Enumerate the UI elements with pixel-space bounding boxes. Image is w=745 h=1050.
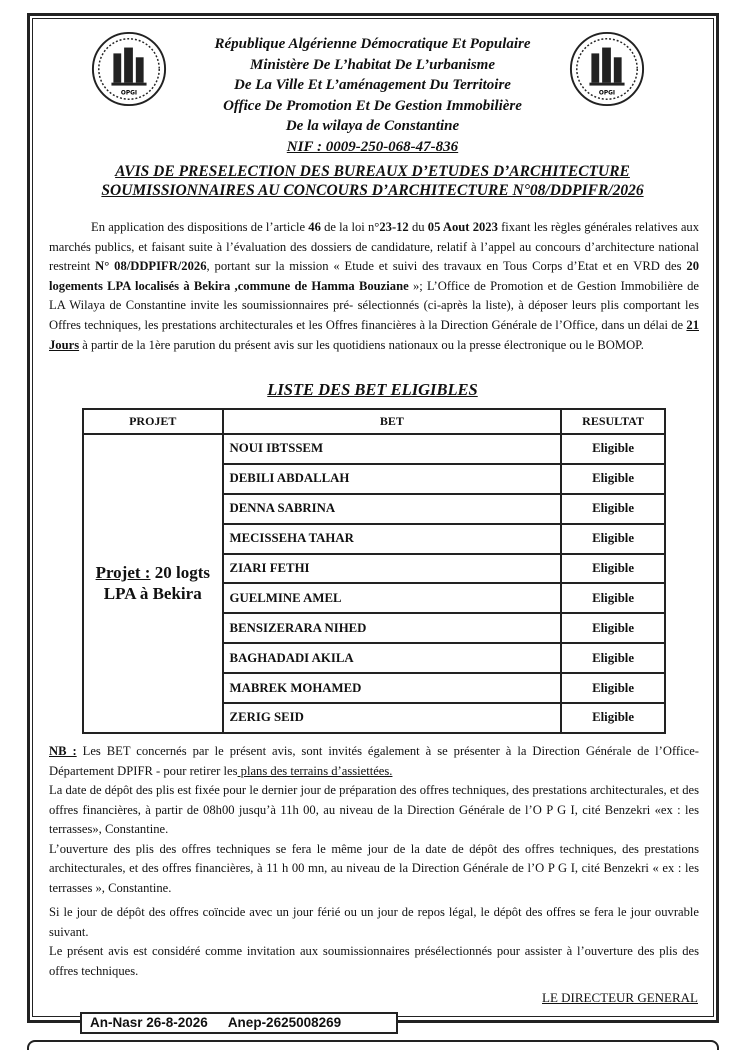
nb-paragraph-2: La date de dépôt des plis est fixée pour le dernier jour de préparation des offres techniques, des prestations architecturales, et des offres financières, à partir de 08h00 jusqu’à 11h 00, au niveau de la Direction Générale de l’O P G I, cité Benzekri «ex : les terrasses», Constantine. xyxy=(49,783,699,836)
bet-result: Eligible xyxy=(561,464,665,494)
notice-title-line1: AVIS DE PRESELECTION DES BUREAUX D’ETUDES D’ARCHITECTURE xyxy=(115,163,630,180)
footer-anep: Anep-2625008269 xyxy=(227,1015,342,1030)
nb-paragraph-4: Si le jour de dépôt des offres coïncide avec un jour férié ou un jour de repos légal, le dépôt des offres se fera le jour ouvrable suivant. xyxy=(49,905,699,939)
table-row xyxy=(83,434,665,464)
intro-text: fixant les règles générales relatives aux marchés publics, et faisant suite à l’évaluation des dossiers de candidature, relatif à l’appel au concours d’architecture national restreint xyxy=(49,220,700,274)
svg-text:OPGI: OPGI xyxy=(598,90,616,97)
svg-text:OPGI: OPGI xyxy=(120,90,138,97)
table-header-row xyxy=(83,409,665,434)
intro-paragraph xyxy=(49,218,699,355)
header-ministry-2: De La Ville Et L’aménagement Du Territoire xyxy=(234,77,511,93)
header-wilaya: De la wilaya de Constantine xyxy=(285,118,460,134)
intro-text: En application des dispositions de l’article xyxy=(91,220,309,234)
bet-table xyxy=(82,408,666,734)
bet-name: MABREK MOHAMED xyxy=(223,673,562,703)
intro-text: , portant sur la mission « Etude et suivi des travaux en Tous Corps d’Etat et en VRD des xyxy=(206,259,687,274)
bet-result: Eligible xyxy=(561,673,665,703)
bet-name: BENSIZERARA NIHED xyxy=(223,613,562,643)
bet-result: Eligible xyxy=(561,434,665,464)
bet-result: Eligible xyxy=(561,524,665,554)
intro-date: 05 Aout 2023 xyxy=(427,220,498,234)
list-title: LISTE DES BET ELIGIBLES xyxy=(267,380,478,399)
nb-section xyxy=(49,742,699,981)
opgi-logo-left-icon xyxy=(90,30,168,108)
project-label: Projet : xyxy=(95,563,151,583)
bet-name: ZIARI FETHI xyxy=(223,554,562,584)
notice-title xyxy=(40,162,705,200)
header-nif: NIF : 0009-250-068-47-836 xyxy=(286,138,459,155)
signature: LE DIRECTEUR GENERAL xyxy=(542,990,698,1005)
nb-paragraph-3: L’ouverture des plis des offres techniques se fera le même jour de la date de dépôt des offres techniques, des prestations architecturales, et des offres financières, à 11 h 00 mn, au niveau de la Direction Générale de l’O P G I, cité Benzekri « ex : les terrasses », Constantine. xyxy=(49,841,699,895)
intro-text: de la loi n° xyxy=(320,220,380,234)
bet-name: NOUI IBTSSEM xyxy=(223,434,562,464)
project-location: LPA à Bekira xyxy=(103,584,202,604)
header-republic: République Algérienne Démocratique Et Populaire xyxy=(214,36,531,52)
bet-name: MECISSEHA TAHAR xyxy=(223,524,562,554)
header-ministry: Ministère De L’habitat De L’urbanisme xyxy=(249,56,495,73)
intro-deadline: 21 Jours xyxy=(49,317,699,352)
header-office: Office De Promotion Et De Gestion Immobilière xyxy=(223,97,522,114)
project-value: 20 logts xyxy=(150,563,210,583)
nb-paragraph-5: Le présent avis est considéré comme invitation aux soumissionnaires présélectionnés pour assister à l’ouverture des plis des offres techniques. xyxy=(49,944,699,978)
intro-text: à partir de la 1ère parution du présent avis sur les quotidiens nationaux ou la presse électronique ou le BOMOP. xyxy=(79,337,644,352)
bet-name: BAGHADADI AKILA xyxy=(223,643,562,673)
nb-text-underlined: plans des terrains d’assiettées. xyxy=(237,763,393,778)
intro-text: »; L’Office de Promotion et de Gestion Immobilière de LA Wilaya de Constantine invite les soumissionnaires pré- sélectionnés (ci-après la liste), à déposer leurs plis comportant les Offres techniques, les prestations architecturales et les Offres financières à la Direction Générale de l’Office, dans un délai de xyxy=(49,278,699,332)
header-bet: BET xyxy=(223,409,562,434)
nb-label: NB : xyxy=(49,744,77,758)
footer-journal: An-Nasr 26-8-2026 xyxy=(90,1015,208,1030)
bet-result: Eligible xyxy=(561,643,665,673)
intro-article: 46 xyxy=(308,220,321,234)
bet-result: Eligible xyxy=(561,583,665,613)
notice-title-line2: SOUMISSIONNAIRES AU CONCOURS D’ARCHITECTURE N°08/DDPIFR/2026 xyxy=(101,182,644,199)
header-resultat: RESULTAT xyxy=(561,409,665,434)
publication-footer xyxy=(80,1012,398,1034)
bet-name: GUELMINE AMEL xyxy=(223,583,562,613)
nb-text: Les BET concernés par le présent avis, sont invités également à se présenter à la Direction Générale de l’Office- Département DPIFR - pour retirer les xyxy=(49,744,699,778)
letterhead xyxy=(160,34,585,157)
header-projet: PROJET xyxy=(83,409,223,434)
bet-result: Eligible xyxy=(561,554,665,584)
bet-result: Eligible xyxy=(561,494,665,524)
nb-paragraph-1 xyxy=(49,742,699,781)
project-cell xyxy=(83,434,223,733)
intro-law: 23-12 xyxy=(379,220,409,234)
bet-result: Eligible xyxy=(561,613,665,643)
bet-name: DENNA SABRINA xyxy=(223,494,562,524)
intro-concours: N° 08/DDPIFR/2026 xyxy=(95,259,207,274)
intro-text: du xyxy=(408,220,428,234)
bet-name: ZERIG SEID xyxy=(223,703,562,733)
intro-project: 20 logements LPA localisés à Bekira ,commune de Hamma Bouziane xyxy=(49,259,699,293)
bet-result: Eligible xyxy=(561,703,665,733)
bet-name: DEBILI ABDALLAH xyxy=(223,464,562,494)
